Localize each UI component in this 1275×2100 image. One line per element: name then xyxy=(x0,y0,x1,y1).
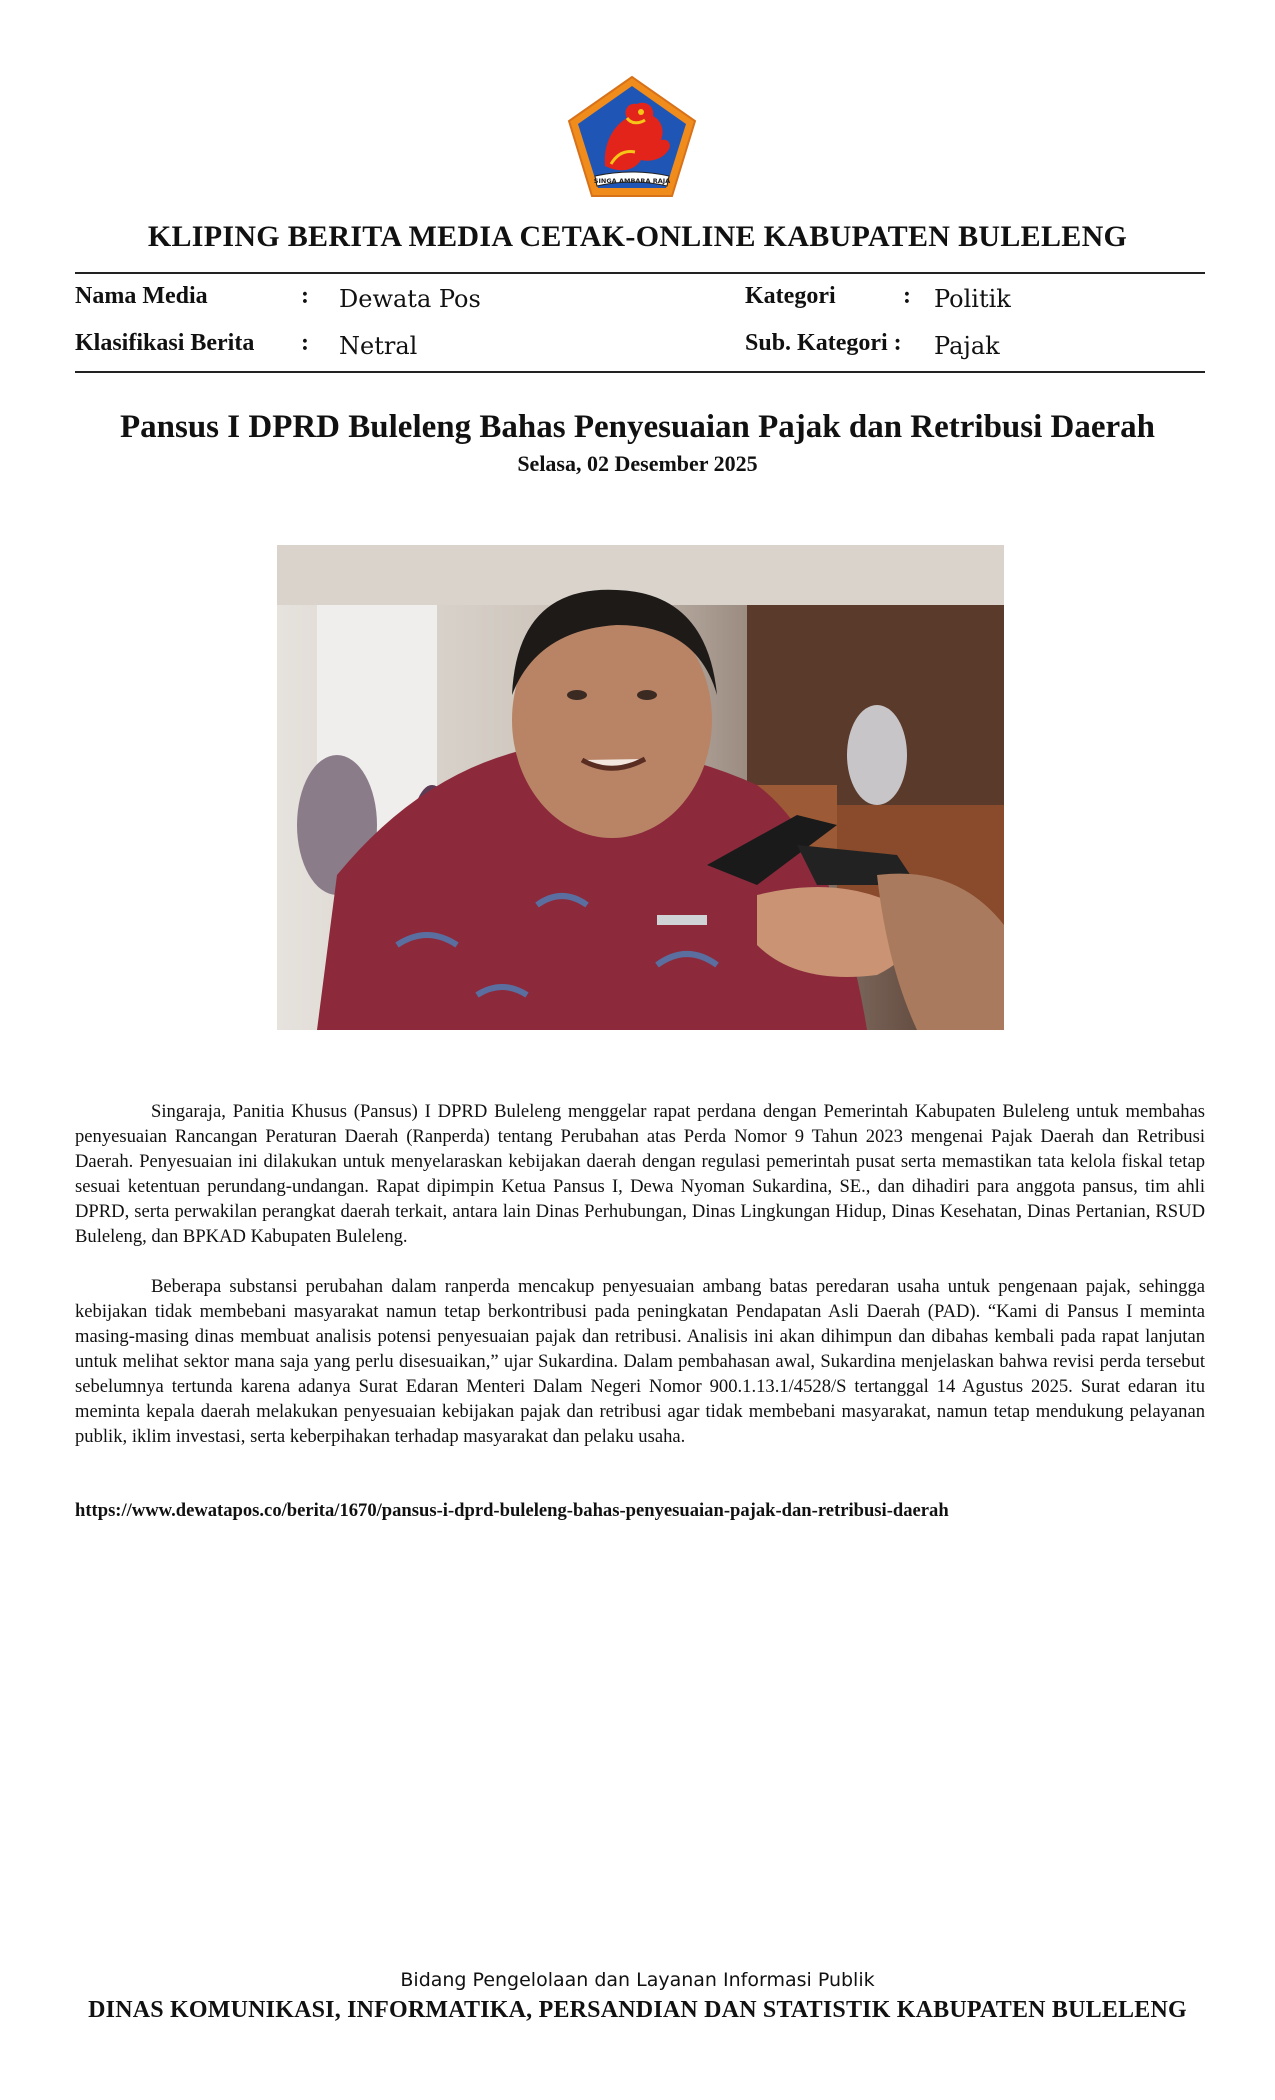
sub-kategori-label: Sub. Kategori : xyxy=(745,330,902,356)
colon: : xyxy=(301,283,309,309)
meta-klasifikasi xyxy=(75,330,675,362)
article-date: Selasa, 02 Desember 2025 xyxy=(517,451,758,476)
nama-media-label: Nama Media xyxy=(75,283,208,309)
klasifikasi-value: Netral xyxy=(339,332,418,360)
header-divider-bottom xyxy=(75,371,1205,373)
source-link[interactable]: https://www.dewatapos.co/berita/1670/pansus-i-dprd-buleleng-bahas-penyesuaian-pajak-dan-retribusi-daerah xyxy=(75,1500,949,1521)
clipping-header-title: KLIPING BERITA MEDIA CETAK-ONLINE KABUPATEN BULELENG xyxy=(147,220,1128,253)
article-paragraph xyxy=(75,1274,1205,1449)
meta-nama-media xyxy=(75,283,675,315)
footer-subtitle: Bidang Pengelolaan dan Layanan Informasi Publik xyxy=(400,1969,875,1991)
header-divider-top xyxy=(75,272,1205,274)
meta-sub-kategori xyxy=(745,330,1205,362)
meta-kategori xyxy=(745,283,1205,315)
colon: : xyxy=(903,283,911,309)
nama-media-value: Dewata Pos xyxy=(339,285,481,313)
colon: : xyxy=(301,330,309,356)
article-paragraph-text: Singaraja, Panitia Khusus (Pansus) I DPRD Buleleng menggelar rapat perdana dengan Pemerintah Kabupaten Buleleng untuk membahas penyesuaian Rancangan Peraturan Daerah (Ranperda) tentang Perubahan atas Perda Nomor 9 Tahun 2023 mengenai Pajak Daerah dan Retribusi Daerah. Penyesuaian ini dilakukan untuk menyelaraskan kebijakan daerah dengan regulasi pemerintah pusat serta memastikan tata kelola fiskal tetap sesuai ketentuan perundang-undangan. Rapat dipimpin Ketua Pansus I, Dewa Nyoman Sukardina, SE., dan dihadiri para anggota pansus, tim ahli DPRD, serta perwakilan perangkat daerah terkait, antara lain Dinas Perhubungan, Dinas Lingkungan Hidup, Dinas Kesehatan, Dinas Pertanian, RSUD Buleleng, dan BPKAD Kabupaten Buleleng. xyxy=(75,1101,1205,1247)
kategori-label: Kategori xyxy=(745,283,836,309)
kategori-value: Politik xyxy=(934,285,1011,313)
article-photo xyxy=(277,545,1004,1030)
footer-title: DINAS KOMUNIKASI, INFORMATIKA, PERSANDIAN DAN STATISTIK KABUPATEN BULELENG xyxy=(88,1997,1187,2023)
article-paragraph xyxy=(75,1099,1205,1249)
article-paragraph-text: Beberapa substansi perubahan dalam ranperda mencakup penyesuaian ambang batas peredaran usaha untuk pengenaan pajak, sehingga kebijakan tidak membebani masyarakat namun tetap berkontribusi pada peningkatan Pendapatan Asli Daerah (PAD). “Kami di Pansus I meminta masing-masing dinas membuat analisis potensi penyesuaian pajak dan retribusi. Analisis ini akan dihimpun dan dibahas kembali pada rapat lanjutan untuk melihat sektor mana saja yang perlu disesuaikan,” ujar Sukardina. Dalam pembahasan awal, Sukardina menjelaskan bahwa revisi perda tersebut sebelumnya tertunda karena adanya Surat Edaran Menteri Dalam Negeri Nomor 900.1.13.1/4528/S tertanggal 14 Agustus 2025. Surat edaran itu meminta kepala daerah melakukan penyesuaian kebijakan pajak dan retribusi agar tidak membebani masyarakat, namun tetap mendukung pelayanan publik, iklim investasi, serta keberpihakan terhadap masyarakat dan pelaku usaha. xyxy=(75,1276,1205,1447)
logo-text: SINGA AMBARA RAJA xyxy=(593,177,671,185)
buleleng-logo xyxy=(565,74,699,200)
klasifikasi-label: Klasifikasi Berita xyxy=(75,330,255,356)
article-title: Pansus I DPRD Buleleng Bahas Penyesuaian Pajak dan Retribusi Daerah xyxy=(119,409,1156,445)
sub-kategori-value: Pajak xyxy=(934,332,1000,360)
